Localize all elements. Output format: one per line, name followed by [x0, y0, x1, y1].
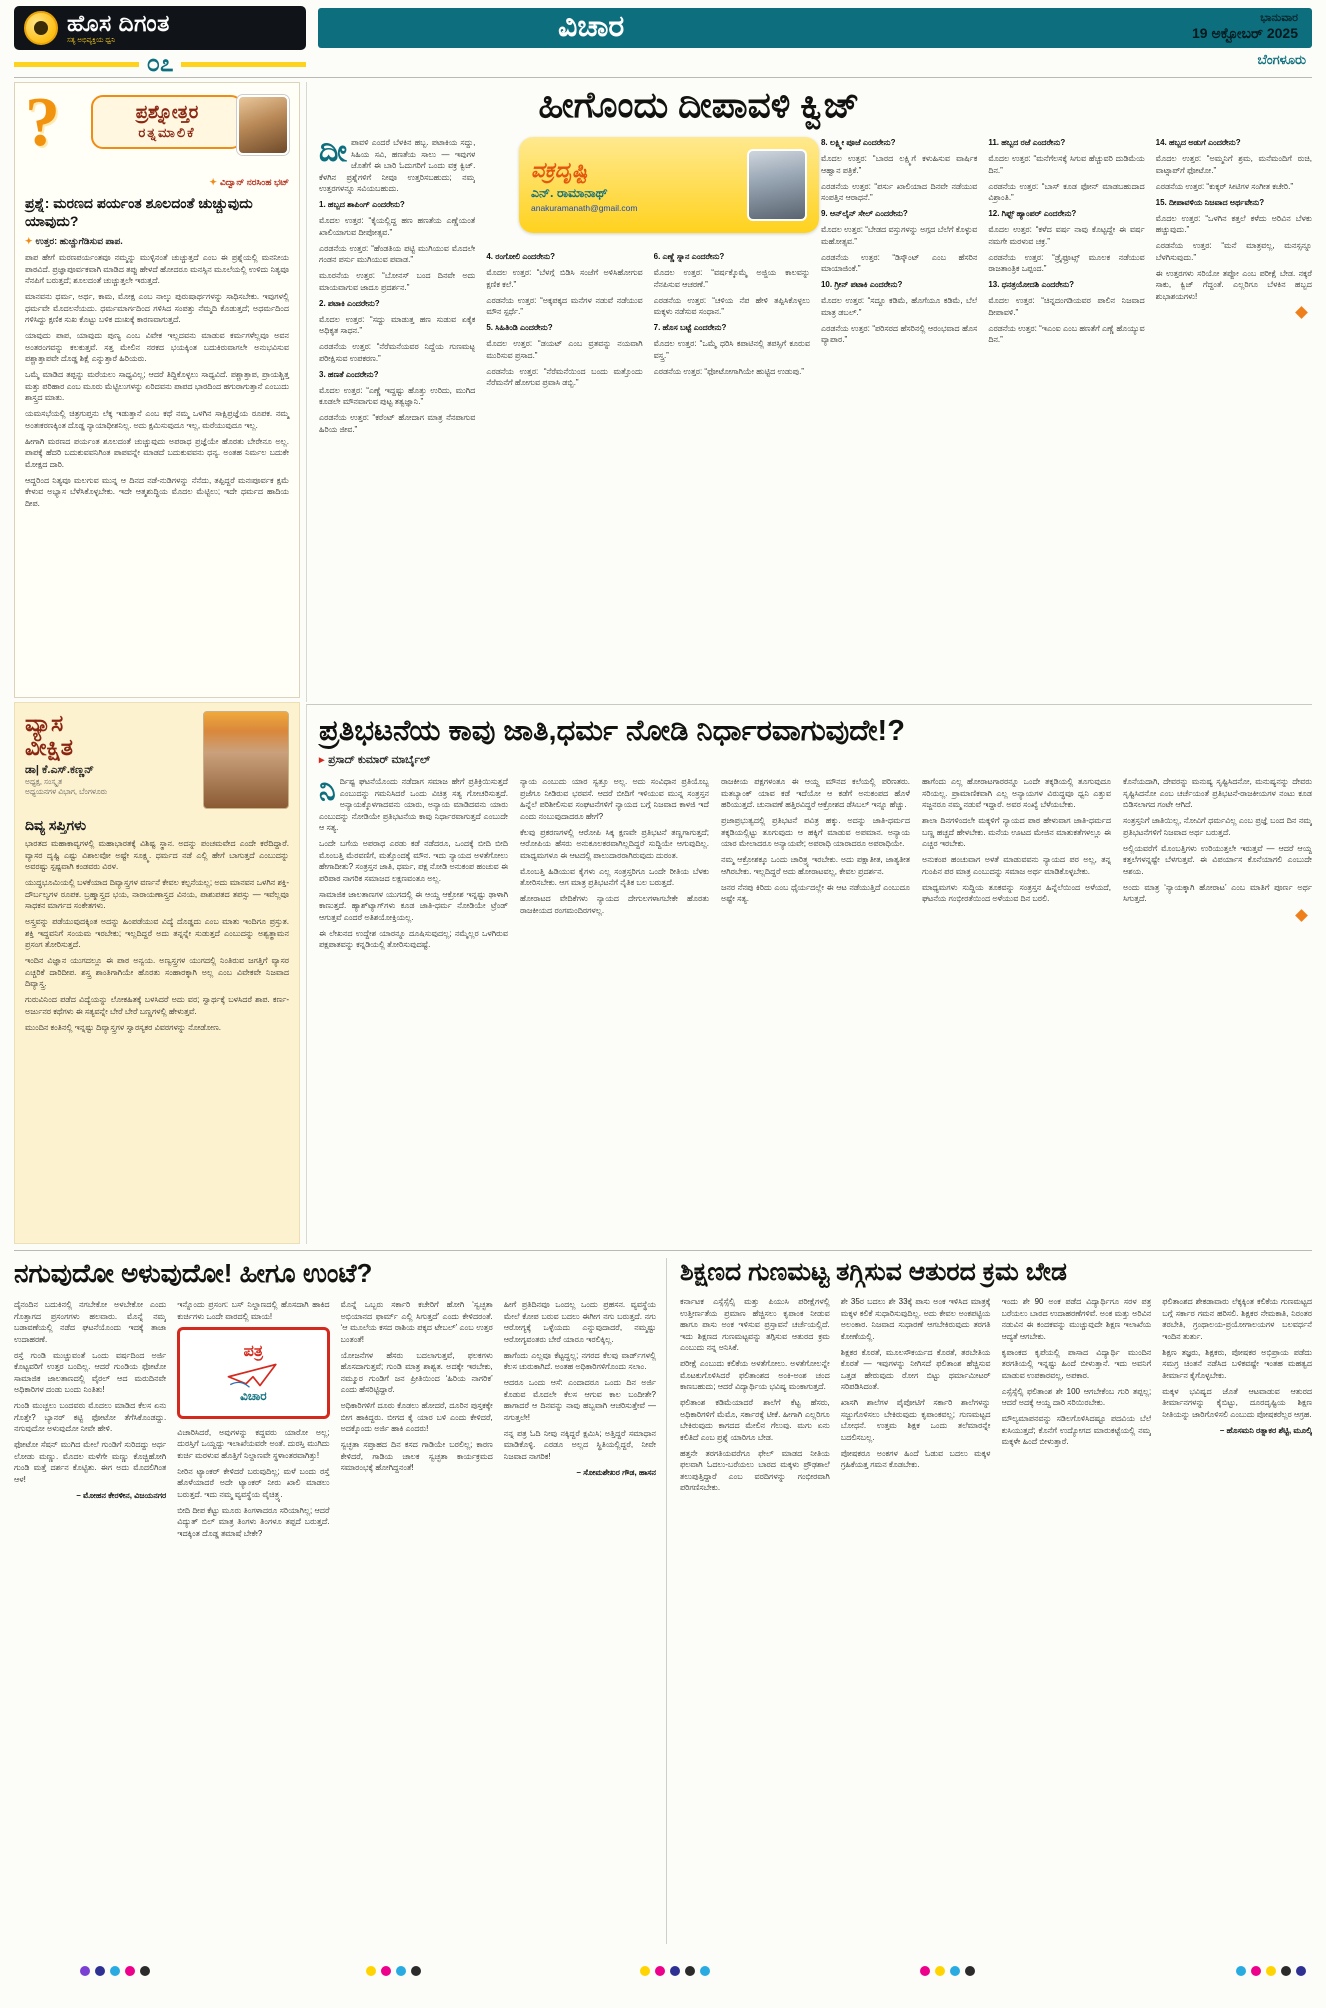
body-paragraph: 8. ಲಕ್ಷ್ಮೀ ಪೂಜೆ ಎಂದರೇನು?: [820, 138, 896, 147]
protest-byline: ▸ ಪ್ರಸಾದ್ ಕುಮಾರ್ ಮಾರ್ಬೈಲ್: [319, 754, 431, 766]
quiz-col-4: [821, 137, 977, 689]
body-paragraph: ಯಾವುದು ಪಾಪ, ಯಾವುದು ಪುಣ್ಯ ಎಂಬ ವಿವೇಕ ಇಲ್ಲದವನು ಮಾಡುವ ಕರ್ಮಗಳೆಲ್ಲವೂ ಅವನ ಅಂತರಂಗವನ್ನು ಕಲಕುತ್ತವೆ. ಸತ್ತ ಮೇಲಿನ ನರಕದ ಭಯಕ್ಕಿಂತ ಬದುಕಿರುವಾಗಲೇ ಅನುಭವಿಸುವ ಪಶ್ಚಾತ್ತಾಪವೇ ದೊಡ್ಡ ಶಿಕ್ಷೆ ಎನ್ನುತ್ತಾರೆ ಹಿರಿಯರು.: [25, 331, 289, 364]
body-paragraph: ಹಾಗೆಂದು ಎಲ್ಲವೂ ಕೆಟ್ಟದ್ದಲ್ಲ; ನಗರದ ಕೆಲವು ವಾರ್ಡ್‌ಗಳಲ್ಲಿ ಕೆಲಸ ಚುರುಕಾಗಿದೆ. ಅಂತಹ ಅಧಿಕಾರಿಗಳಿಗೊಂದು ಸಲಾಂ.: [503, 1350, 656, 1371]
body-paragraph: ಮೊದಲ ಉತ್ತರ: “ಅಮ್ಮನಿಗೆ ಶ್ರಮ, ಮನೆಮಂದಿಗೆ ರುಚಿ, ವಾಟ್ಸಾಪ್‌ಗೆ ಫೋಟೋ.”: [1155, 154, 1312, 175]
lead-paragraph: ದೀಪಾವಳಿ ಎಂದರೆ ಬೆಳಕಿನ ಹಬ್ಬ. ಪಟಾಕಿಯ ಸದ್ದು, ಸಿಹಿಯ ಸವಿ, ಹಣತೆಯ ಸಾಲು — ಇವುಗಳ ಜೊತೆಗೆ ಈ ಬಾರಿ ಓದುಗರಿಗೆ ಒಂದು ವಕ್ರ ಕ್ವಿಜ್. ಕೆಳಗಿನ ಪ್ರಶ್ನೆಗಳಿಗೆ ನೀವೂ ಉತ್ತರಿಸಬಹುದು; ನಮ್ಮ ಉತ್ತರಗಳನ್ನೂ ಸವಿಯಬಹುದು.: [319, 137, 476, 193]
protest-columns: [319, 776, 1312, 1220]
body-paragraph: ಮೂರನೆಯ ಉತ್ತರ: “ಬೋನಸ್ ಬಂದ ದಿನವೇ ಅದು ಮಾಯವಾಗುವ ಜಾದೂ ಪ್ರದರ್ಶನ.”: [319, 271, 476, 292]
body-paragraph: ಮೊದಲ ಉತ್ತರ: “ಒಳಗಿನ ಕತ್ತಲೆ ಕಳೆದು ಅರಿವಿನ ಬೆಳಕು ಹಚ್ಚುವುದು.”: [1155, 213, 1312, 234]
divider: [14, 1250, 1312, 1251]
paper-logo: [14, 6, 306, 50]
print-registration-marks: [366, 1966, 421, 1976]
paper-name: ಹೊಸ ದಿಗಂತ: [67, 9, 170, 36]
body-paragraph: ಮೊದಲ ಉತ್ತರ: “ಎಣ್ಣೆ ಇದ್ದಷ್ಟು ಹೊತ್ತು ಉರಿದು, ಮುಗಿದ ಕೂಡಲೇ ಮೌನವಾಗುವ ಪುಟ್ಟ ತತ್ವಜ್ಞಾನಿ.”: [319, 385, 476, 406]
divider: [181, 62, 306, 67]
signature: – ಮೋಹನ ಕೇರಳೀನ, ವಿಜಯನಗರ: [76, 1490, 167, 1500]
letter-article-right: [680, 1258, 1312, 1948]
vyasa-author-role: ಅಧ್ಯಕ್ಷ, ಸಂಸ್ಕೃತ: [25, 777, 63, 787]
body-paragraph: 7. ಹೊಸ ಬಟ್ಟೆ ಎಂದರೇನು?: [653, 323, 727, 332]
body-paragraph: 14. ಹಬ್ಬದ ಅಡುಗೆ ಎಂದರೇನು?: [1155, 138, 1241, 147]
qa-kicker-line2: ರತ್ನಮಾಲಿಕೆ: [138, 124, 196, 140]
body-paragraph: ನಮ್ಮ ಆಕ್ರೋಶಕ್ಕೂ ಒಂದು ಚಾರಿತ್ರ್ಯ ಇರಬೇಕು. ಅದು ಪಕ್ಷಾತೀತ, ಜಾತ್ಯತೀತ ಆಗಿರಬೇಕು. ಇಲ್ಲದಿದ್ದರೆ ಅದು ಹೋರಾಟವಲ್ಲ, ಕೇವಲ ಪ್ರದರ್ಶನ.: [721, 855, 910, 876]
body-paragraph: ಮುಂದಿನ ಕಂತಿನಲ್ಲಿ ಇನ್ನಷ್ಟು ದಿವ್ಯಾಸ್ತ್ರಗಳ ಸ್ವಾರಸ್ಯಕರ ವಿವರಗಳನ್ನು ನೋಡೋಣ.: [25, 1022, 221, 1032]
body-paragraph: ಎರಡನೆಯ ಉತ್ತರ: “ನೆರೆಮನೆಯವರ ನಿದ್ದೆಯ ಗುಣಮಟ್ಟ ಪರೀಕ್ಷಿಸುವ ಉಪಕರಣ.”: [319, 342, 476, 363]
protest-headline: ಪ್ರತಿಭಟನೆಯ ಕಾವು ಜಾತಿ,ಧರ್ಮ ನೋಡಿ ನಿರ್ಧಾರವಾಗುವುದೇ!?: [319, 715, 905, 747]
body-paragraph: ಫಲಿತಾಂಶ ಕಡಿಮೆಯಾದರೆ ಶಾಲೆಗೆ ಕೆಟ್ಟ ಹೆಸರು, ಅಧಿಕಾರಿಗಳಿಗೆ ಮೆಮೊ, ಸರ್ಕಾರಕ್ಕೆ ಟೀಕೆ. ಹೀಗಾಗಿ ಎಲ್ಲರಿಗೂ ಬೇಕಿರುವುದು ಕಾಗದದ ಮೇಲಿನ ಗೆಲುವು. ಮಗು ಏನು ಕಲಿತಿದೆ ಎಂಬ ಪ್ರಶ್ನೆ ಯಾರಿಗೂ ಬೇಡ.: [680, 1398, 830, 1442]
vyasa-author-role: ಅಧ್ಯಯನಗಳ ವಿಭಾಗ, ಬೆಂಗಳೂರು: [25, 787, 108, 797]
body-paragraph: ಶಿಕ್ಷಕರ ಕೊರತೆ, ಮೂಲಸೌಕರ್ಯದ ಕೊರತೆ, ತರಬೇತಿಯ ಕೊರತೆ — ಇವುಗಳನ್ನು ನೀಗಿಸದೆ ಫಲಿತಾಂಶ ಹೆಚ್ಚಿಸುವ ಒತ್ತಡ ಹೇರುವುದು ರೋಗ ಬಿಟ್ಟು ಥರ್ಮಾಮೀಟರ್ ಸರಿಪಡಿಸಿದಂತೆ.: [840, 1347, 991, 1391]
qa-byline: ✦ ವಿದ್ವಾನ್ ನರಸಿಂಹ ಭಟ್: [209, 177, 289, 187]
body-paragraph: ಪ್ರಜಾಪ್ರಭುತ್ವದಲ್ಲಿ ಪ್ರತಿಭಟನೆ ಪವಿತ್ರ ಹಕ್ಕು. ಅದನ್ನು ಜಾತಿ-ಧರ್ಮದ ತಕ್ಕಡಿಯಲ್ಲಿಟ್ಟು ತೂಗುವುದು ಆ ಹಕ್ಕಿಗೆ ಮಾಡುವ ಅಪಮಾನ. ಅನ್ಯಾಯ ಯಾರ ಮೇಲಾದರೂ ಅನ್ಯಾಯವೇ; ಅಪರಾಧಿ ಯಾರಾದರೂ ಅಪರಾಧಿಯೇ.: [721, 816, 910, 848]
body-paragraph: ಎರಡನೆಯ ಉತ್ತರ: “ಮನೆ ಮಾತ್ರವಲ್ಲ, ಮನಸ್ಸನ್ನೂ ಬೆಳಗಿಸುವುದು.”: [1155, 241, 1312, 262]
body-paragraph: ಕೆಲವು ಪ್ರಕರಣಗಳಲ್ಲಿ ಆರೋಪಿ ಸಿಕ್ಕ ಕ್ಷಣವೇ ಪ್ರತಿಭಟನೆ ತಣ್ಣಗಾಗುತ್ತದೆ; ಆರೋಪಿಯ ಹೆಸರು ಅನುಕೂಲಕರವಾಗಿಲ್ಲದಿದ್ದರೆ ಸುದ್ದಿಯೇ ಆಗುವುದಿಲ್ಲ. ಮಾಧ್ಯಮಗಳೂ ಈ ಆಟದಲ್ಲಿ ಪಾಲುದಾರರಾಗಿರುವುದು ದುರಂತ.: [520, 827, 709, 860]
qa-question: ಪ್ರಶ್ನೆ: ಮರಣದ ಪರ್ಯಂತ ಶೂಲದಂತೆ ಚುಚ್ಚುವುದು ಯಾವುದು?: [25, 195, 253, 230]
quiz-col-1: [319, 137, 475, 689]
body-paragraph: ಜನರ ನೆನಪು ಕಿರಿದು ಎಂಬ ಧೈರ್ಯದಲ್ಲೇ ಈ ಆಟ ನಡೆಯುತ್ತಿದೆ ಎಂಬುದೂ ಅಷ್ಟೇ ಸತ್ಯ.: [721, 882, 910, 903]
page-number: ೦೭: [146, 50, 174, 77]
body-paragraph: ಈ ಲೇಖನದ ಉದ್ದೇಶ ಯಾರನ್ನೂ ದೂಷಿಸುವುದಲ್ಲ; ನಮ್ಮೆಲ್ಲರ ಒಳಗಿರುವ ಪಕ್ಷಪಾತವನ್ನು ಕನ್ನಡಿಯಲ್ಲಿ ತೋರಿಸುವುದಷ್ಟೆ.: [319, 928, 508, 949]
body-paragraph: 5. ಸಿಹಿತಿಂಡಿ ಎಂದರೇನು?: [486, 323, 553, 332]
print-registration-marks: [80, 1966, 150, 1976]
vyasa-title-line2: ವೀಕ್ಷಿತ: [25, 734, 73, 761]
divider: [14, 77, 1312, 78]
body-paragraph: ಎರಡನೆಯ ಉತ್ತರ: “ಡ್ರೈಫ್ರೂಟ್ಸ್ ಮೂಲಕ ನಡೆಯುವ ರಾಜತಾಂತ್ರಿಕ ಒಪ್ಪಂದ.”: [988, 252, 1145, 273]
letter-right-col-4: [1162, 1296, 1312, 1938]
body-paragraph: ಕೃಪಾಂಕದ ಕೃಪೆಯಲ್ಲಿ ಪಾಸಾದ ವಿದ್ಯಾರ್ಥಿ ಮುಂದಿನ ತರಗತಿಯಲ್ಲಿ ಇನ್ನಷ್ಟು ಹಿಂದೆ ಬೀಳುತ್ತಾನೆ. ಇದು ಅವನಿಗೆ ಮಾಡುವ ಉಪಕಾರವಲ್ಲ, ಅಪಕಾರ.: [1001, 1347, 1152, 1380]
body-paragraph: ಮಕ್ಕಳ ಭವಿಷ್ಯದ ಜೊತೆ ಆಟವಾಡುವ ಆತುರದ ತೀರ್ಮಾನಗಳನ್ನು ಕೈಬಿಟ್ಟು, ದೂರದೃಷ್ಟಿಯ ಶಿಕ್ಷಣ ನೀತಿಯನ್ನು ಜಾರಿಗೊಳಿಸಲಿ ಎಂಬುದು ಪೋಷಕರೆಲ್ಲರ ಆಗ್ರಹ.: [1162, 1386, 1312, 1419]
body-paragraph: ಎರಡನೆಯ ಉತ್ತರ: “ನೆರೆಮನೆಯಿಂದ ಬಂದು ಮತ್ತೊಂದು ನೆರೆಮನೆಗೆ ಹೋಗುವ ಪ್ರವಾಸಿ ಡಬ್ಬಿ.”: [486, 366, 643, 387]
body-paragraph: ಮೊದಲ ಉತ್ತರ: “ಬೆಳಗ್ಗೆ ಬಿಡಿಸಿ ಸಂಜೆಗೆ ಅಳಿಸಿಹೋಗುವ ಕ್ಷಣಿಕ ಕಲೆ.”: [486, 268, 643, 289]
body-paragraph: ಫಲಿತಾಂಶದ ಶೇಕಡಾವಾರು ಲೆಕ್ಕಕ್ಕಿಂತ ಕಲಿಕೆಯ ಗುಣಮಟ್ಟದ ಬಗ್ಗೆ ಸರ್ಕಾರ ಗಮನ ಹರಿಸಲಿ. ಶಿಕ್ಷಕರ ನೇಮಕಾತಿ, ನಿರಂತರ ತರಬೇತಿ, ಗ್ರಂಥಾಲಯ-ಪ್ರಯೋಗಾಲಯಗಳ ಬಲವರ್ಧನೆ ಇಂದಿನ ತುರ್ತು.: [1162, 1297, 1312, 1341]
body-paragraph: ಒಂದೇ ಬಗೆಯ ಅಪರಾಧ ಎರಡು ಕಡೆ ನಡೆದರೂ, ಒಂದಕ್ಕೆ ಬೀದಿ ಬೀದಿ ಮೊಂಬತ್ತಿ ಮೆರವಣಿಗೆ, ಮತ್ತೊಂದಕ್ಕೆ ಮೌನ. ಇದು ನ್ಯಾಯದ ಅಳತೆಗೋಲು ಹೇಗಾದೀತು? ಸಂತ್ರಸ್ತನ ಜಾತಿ, ಧರ್ಮ, ಪಕ್ಷ ನೋಡಿ ಅನುಕಂಪ ಹಂಚುವ ಈ ಪರಿಪಾಠ ನಾಗರಿಕ ಸಮಾಜದ ಲಕ್ಷಣವಂತೂ ಅಲ್ಲ.: [319, 839, 508, 883]
body-paragraph: ಇನ್ನೊಂದು ಪ್ರಸಂಗ: ಬಸ್ ನಿಲ್ದಾಣದಲ್ಲಿ ಹೊಸದಾಗಿ ಹಾಕಿದ ಕುರ್ಚಿಗಳು ಒಂದೇ ವಾರದಲ್ಲಿ ಮಾಯ!: [177, 1300, 330, 1321]
section-title: ವಿಚಾರ: [558, 10, 625, 43]
quiz-headline: ಹೀಗೊಂದು ದೀಪಾವಳಿ ಕ್ವಿಜ್: [538, 84, 860, 125]
body-paragraph: ಪಾಪ ಹೇಗೆ ಮರಣಪರ್ಯಂತವೂ ನಮ್ಮನ್ನು ಮುಳ್ಳಿನಂತೆ ಚುಚ್ಚುತ್ತದೆ ಎಂಬ ಈ ಪ್ರಶ್ನೆಯಲ್ಲಿ ಮನನೀಯ ಪಾಠವಿದೆ. ಪ್ರಜ್ಞಾಪೂರ್ವಕವಾಗಿ ಮಾಡಿದ ತಪ್ಪು ಹೇಳದೆ ಹೋದರೂ ಮನಸ್ಸಿನ ಮೂಲೆಯಲ್ಲಿ ಉಳಿದು ನಿತ್ಯವೂ ನೆನಪಿಗೆ ಬರುತ್ತದೆ; ಶೂಲದಂತೆ ಚುಚ್ಚುತ್ತಲೇ ಇರುತ್ತದೆ.: [25, 253, 289, 286]
body-paragraph: 6. ಎಣ್ಣೆ ಸ್ನಾನ ಎಂದರೇನು?: [653, 252, 725, 261]
body-paragraph: 4. ರಂಗೋಲಿ ಎಂದರೇನು?: [486, 252, 555, 261]
body-paragraph: ಎರಡನೆಯ ಉತ್ತರ: “ಬಾಸ್ ಕೂಡ ಫೋನ್ ಮಾಡಬಹುದಾದ ವಿಶ್ರಾಂತಿ.”: [988, 181, 1145, 202]
protest-article: [306, 704, 1312, 1244]
page-number-row: [14, 52, 306, 76]
paper-emblem-icon: [24, 11, 58, 45]
body-paragraph: ಎರಡನೆಯ ಉತ್ತರ: “ಪರಿಸರದ ಹೆಸರಿನಲ್ಲಿ ಆರಂಭವಾದ ಹೊಸ ವ್ಯಾಪಾರ.”: [820, 323, 978, 344]
protest-col-2: [520, 776, 709, 1220]
qa-column: [14, 82, 300, 698]
body-paragraph: ಎರಡನೆಯ ಉತ್ತರ: “ಕುಕ್ಕರ್ ಸೀಟಿಗಳ ಸಂಗೀತ ಕಚೇರಿ.”: [1155, 181, 1294, 191]
body-paragraph: 15. ದೀಪಾವಳಿಯ ನಿಜವಾದ ಅರ್ಥವೇನು?: [1155, 197, 1265, 207]
body-paragraph: ಇಂದಿನ ವಿಜ್ಞಾನ ಯುಗದಲ್ಲೂ ಈ ಪಾಠ ಅನ್ವಯ. ಅಣ್ವಸ್ತ್ರಗಳ ಯುಗದಲ್ಲಿ ನಿಂತಿರುವ ಜಗತ್ತಿಗೆ ವ್ಯಾಸರ ಎಚ್ಚರಿಕೆ ದಾರಿದೀಪ. ಶಸ್ತ್ರ ಶಾಂತಿಗಾಗಿಯೇ ಹೊರತು ಸಂಹಾರಕ್ಕಾಗಿ ಅಲ್ಲ ಎಂಬ ವಿವೇಕವೇ ನಿಜವಾದ ದಿವ್ಯಾಸ್ತ್ರ.: [25, 956, 289, 988]
body-paragraph: ಪರೀಕ್ಷೆ ಎಂಬುದು ಕಲಿಕೆಯ ಅಳತೆಗೋಲು. ಅಳತೆಗೋಲನ್ನೇ ಮೊಟಕುಗೊಳಿಸಿದರೆ ಫಲಿತಾಂಶದ ಅಂಕಿ-ಅಂಶ ಚಂದ ಕಾಣಬಹುದು; ಆದರೆ ವಿದ್ಯಾರ್ಥಿಯ ಭವಿಷ್ಯ ಮಂಕಾಗುತ್ತದೆ.: [680, 1359, 830, 1391]
column-label: ವಕ್ರದೃಷ್ಟಿ: [531, 157, 588, 182]
drop-cap: ದೀ: [319, 137, 348, 168]
vyasa-author-photo: [203, 711, 289, 809]
body-paragraph: ಇಂದು ಶೇ 90 ಅಂಕ ಪಡೆದ ವಿದ್ಯಾರ್ಥಿಗೂ ಸರಳ ಪತ್ರ ಬರೆಯಲು ಬಾರದ ಉದಾಹರಣೆಗಳಿವೆ. ಅಂಕ ಮತ್ತು ಅರಿವಿನ ನಡುವಿನ ಈ ಕಂದಕವನ್ನು ಮುಚ್ಚುವುದೇ ಶಿಕ್ಷಣ ಇಲಾಖೆಯ ಆದ್ಯತೆ ಆಗಬೇಕು.: [1001, 1297, 1152, 1341]
qa-body: [25, 252, 289, 509]
letter-left-headline: ನಗುವುದೋ ಅಳುವುದೋ! ಹೀಗೂ ಉಂಟೆ?: [14, 1258, 373, 1288]
body-paragraph: 12. ಗಿಫ್ಟ್ ಹ್ಯಾಂಪರ್ ಎಂದರೇನು?: [988, 209, 1077, 218]
body-paragraph: 11. ಹಬ್ಬದ ರಜೆ ಎಂದರೇನು?: [988, 138, 1066, 147]
body-paragraph: ಮೌಲ್ಯಮಾಪನವನ್ನು ಸಡಿಲಗೊಳಿಸಿದಷ್ಟೂ ಪದವಿಯ ಬೆಲೆ ಕುಸಿಯುತ್ತದೆ; ಕೊನೆಗೆ ಉದ್ಯೋಗದ ಮಾರುಕಟ್ಟೆಯಲ್ಲಿ ನಮ್ಮ ಮಕ್ಕಳೇ ಹಿಂದೆ ಬೀಳುತ್ತಾರೆ.: [1001, 1414, 1152, 1446]
qa-kicker-line1: ಪ್ರಶ್ನೋತ್ತರ: [135, 102, 199, 122]
signature: – ಸೋಮಶೇಖರ ಗೌಡ, ಹಾಸನ: [576, 1467, 656, 1477]
body-paragraph: ಮೊದಲ ಉತ್ತರ: “ಸದ್ದೂ ಕಡಿಮೆ, ಹೊಗೆಯೂ ಕಡಿಮೆ, ಬೆಲೆ ಮಾತ್ರ ಡಬಲ್.”: [820, 296, 978, 317]
body-paragraph: ಸ್ವಚ್ಛತಾ ಸಪ್ತಾಹದ ದಿನ ಕಸದ ಗಾಡಿಯೇ ಬರಲಿಲ್ಲ; ಕಾರಣ ಕೇಳಿದರೆ, ಗಾಡಿಯ ಚಾಲಕ ಸ್ವಚ್ಛತಾ ಕಾರ್ಯಕ್ರಮದ ಸಮಾರಂಭಕ್ಕೆ ಹೋಗಿದ್ದನಂತೆ!: [340, 1440, 493, 1472]
body-paragraph: ಹಾಗೆಂದು ಎಲ್ಲ ಹೋರಾಟಗಾರರನ್ನೂ ಒಂದೇ ತಕ್ಕಡಿಯಲ್ಲಿ ತೂಗುವುದೂ ಸರಿಯಲ್ಲ. ಪ್ರಾಮಾಣಿಕವಾಗಿ ಎಲ್ಲ ಅನ್ಯಾಯಗಳ ವಿರುದ್ಧವೂ ಧ್ವನಿ ಎತ್ತುವ ಸಜ್ಜನರೂ ನಮ್ಮ ನಡುವೆ ಇದ್ದಾರೆ. ಅವರ ಸಂಖ್ಯೆ ಬೆಳೆಯಬೇಕು.: [922, 777, 1111, 809]
body-paragraph: ಗುರುವಿನಿಂದ ಪಡೆದ ವಿದ್ಯೆಯನ್ನು ಲೋಕಹಿತಕ್ಕೆ ಬಳಸಿದರೆ ಅದು ವರ; ಸ್ವಾರ್ಥಕ್ಕೆ ಬಳಸಿದರೆ ಶಾಪ. ಕರ್ಣ-ಅರ್ಜುನರ ಕಥೆಗಳು ಈ ಸತ್ಯವನ್ನೇ ಬೇರೆ ಬೇರೆ ಬಣ್ಣಗಳಲ್ಲಿ ಹೇಳುತ್ತವೆ.: [25, 995, 289, 1016]
body-paragraph: ಶಿಕ್ಷಣ ತಜ್ಞರು, ಶಿಕ್ಷಕರು, ಪೋಷಕರ ಅಭಿಪ್ರಾಯ ಪಡೆದು ಸಮಗ್ರ ಚಿಂತನೆ ನಡೆಸಿದ ಬಳಿಕವಷ್ಟೇ ಇಂತಹ ಮಹತ್ವದ ತೀರ್ಮಾನ ಕೈಗೊಳ್ಳಬೇಕು.: [1162, 1347, 1312, 1380]
section-band: [318, 8, 1312, 48]
letter-right-headline: ಶಿಕ್ಷಣದ ಗುಣಮಟ್ಟ ತಗ್ಗಿಸುವ ಆತುರದ ಕ್ರಮ ಬೇಡ: [680, 1258, 1067, 1286]
body-paragraph: ಸಾಮಾಜಿಕ ಜಾಲತಾಣಗಳ ಯುಗದಲ್ಲಿ ಈ ಆಯ್ದ ಆಕ್ರೋಶ ಇನ್ನಷ್ಟು ಢಾಳಾಗಿ ಕಾಣುತ್ತದೆ. ಹ್ಯಾಶ್‌ಟ್ಯಾಗ್‌ಗಳು ಕೂಡ ಜಾತಿ-ಧರ್ಮ ನೋಡಿಯೇ ಟ್ರೆಂಡ್ ಆಗುತ್ತವೆ ಎಂದರೆ ಅತಿಶಯೋಕ್ತಿಯಲ್ಲ.: [319, 889, 508, 922]
vyasa-body: [25, 838, 289, 1033]
city-label: ಬೆಂಗಳೂರು: [1257, 52, 1306, 67]
qa-answer-lead: ✦ ಉತ್ತರ: ಹುಚ್ಚುಗೆಡಿಸುವ ಪಾಪ.: [25, 236, 123, 247]
qa-author-photo: [237, 95, 289, 155]
body-paragraph: ಎರಡನೆಯ ಉತ್ತರ: “ಪರ್ಸು ಖಾಲಿಯಾದ ದಿನವೇ ನಡೆಯುವ ಸಂಪತ್ತಿನ ಆರಾಧನೆ.”: [820, 181, 978, 202]
article-end-icon: [1295, 909, 1308, 922]
article-end-icon: [1295, 306, 1308, 319]
bullet-icon: ✦: [25, 236, 33, 247]
quiz-article: [306, 82, 1312, 702]
columnist-name: ಎನ್. ರಾಮಾನಾಥ್: [531, 186, 608, 200]
letter-right-col-2: [841, 1296, 991, 1938]
body-paragraph: ಎರಡನೆಯ ಉತ್ತರ: “ಅಕ್ಕಪಕ್ಕದ ಮನೆಗಳ ನಡುವೆ ನಡೆಯುವ ಮೌನ ಸ್ಪರ್ಧೆ.”: [486, 295, 643, 316]
stamp-label-bottom: ವಿಚಾರ: [240, 1388, 267, 1403]
vyasa-author: ಡಾ| ಕೆ.ಎಸ್.ಕಣ್ಣನ್: [25, 764, 94, 777]
body-paragraph: ರಸ್ತೆ ಗುಂಡಿ ಮುಚ್ಚುವಂತೆ ಒಂದು ವರ್ಷದಿಂದ ಅರ್ಜಿ ಕೊಟ್ಟವರಿಗೆ ಉತ್ತರ ಬಂದಿಲ್ಲ. ಆದರೆ ಗುಂಡಿಯ ಫೋಟೋ ಸಾಮಾಜಿಕ ಜಾಲತಾಣದಲ್ಲಿ ವೈರಲ್ ಆದ ಮರುದಿನವೇ ಅಧಿಕಾರಿಗಳ ದಂಡು ಬಂದು ನಿಂತಿತು!: [14, 1350, 167, 1394]
body-paragraph: ಗುಂಡಿ ಮುಚ್ಚಲು ಬಂದವರು ಮೊದಲು ಮಾಡಿದ ಕೆಲಸ ಏನು ಗೊತ್ತೇ? ಬ್ಯಾನರ್ ಕಟ್ಟಿ ಫೋಟೋ ತೆಗೆಸಿಕೊಂಡದ್ದು. ನಗುವುದೋ ಅಳುವುದೋ ನೀವೇ ಹೇಳಿ.: [14, 1401, 167, 1433]
body-paragraph: ಮೊದಲ ಉತ್ತರ: “ಕಳೆದ ವರ್ಷ ನಾವು ಕೊಟ್ಟದ್ದೇ ಈ ವರ್ಷ ನಮಗೇ ಮರಳುವ ಚಕ್ರ.”: [988, 225, 1145, 246]
body-paragraph: ಮಾನವನು ಧರ್ಮ, ಅರ್ಥ, ಕಾಮ, ಮೋಕ್ಷ ಎಂಬ ನಾಲ್ಕು ಪುರುಷಾರ್ಥಗಳನ್ನು ಸಾಧಿಸಬೇಕು. ಇವುಗಳಲ್ಲಿ ಧರ್ಮವೇ ಮೊದಲನೆಯದು. ಧರ್ಮಮಾರ್ಗದಿಂದ ಗಳಿಸಿದ ಸಂಪತ್ತು ನೆಮ್ಮದಿ ಕೊಡುತ್ತದೆ; ಅಧರ್ಮದಿಂದ ಗಳಿಸಿದ್ದು ಕ್ಷಣಿಕ ಸುಖ ಕೊಟ್ಟು ಬಳಿಕ ದುಃಖಕ್ಕೆ ಕಾರಣವಾಗುತ್ತದೆ.: [25, 292, 289, 325]
letter-left-columns: [14, 1299, 656, 1941]
byline-arrow-icon: ▸: [319, 754, 325, 766]
body-paragraph: ನನ್ನ ಪತ್ರ ಓದಿ ನೀವು ನಕ್ಕಿದ್ದರೆ ಕ್ಷಮಿಸಿ; ಅತ್ತಿದ್ದರೆ ಸಮಾಧಾನ ಮಾಡಿಕೊಳ್ಳಿ. ಎರಡೂ ಅಲ್ಲದ ಸ್ಥಿತಿಯಲ್ಲಿದ್ದರೆ, ನೀವೇ ನಿಜವಾದ ನಾಗರಿಕ!: [503, 1428, 656, 1461]
body-paragraph: 2. ಪಟಾಕಿ ಎಂದರೇನು?: [319, 298, 380, 308]
print-registration-marks: [920, 1966, 975, 1976]
body-paragraph: ಯೋಜನೆಗಳ ಹೆಸರು ಬದಲಾಗುತ್ತವೆ, ಫಲಕಗಳು ಹೊಸದಾಗುತ್ತವೆ; ಗುಂಡಿ ಮಾತ್ರ ಶಾಶ್ವತ. ಅದಕ್ಕೇ ಇರಬೇಕು, ನಮ್ಮೂರ ಗುಂಡಿಗೆ ಜನ ಪ್ರೀತಿಯಿಂದ ‘ಹಿರಿಯ ನಾಗರಿಕ’ ಎಂದು ಹೆಸರಿಟ್ಟಿದ್ದಾರೆ.: [340, 1350, 493, 1394]
body-paragraph: ಮೊದಲ ಉತ್ತರ: “ಕೈಯಲ್ಲಿದ್ದ ಹಣ ಹಣತೆಯ ಎಣ್ಣೆಯಂತೆ ಖಾಲಿಯಾಗುವ ದೀಪೋತ್ಸವ.”: [319, 216, 476, 237]
quiz-columns: [319, 137, 1312, 689]
body-paragraph: ಫೋಟೋ ಸೆಷನ್ ಮುಗಿದ ಮೇಲೆ ಗುಂಡಿಗೆ ಸುರಿದದ್ದು ಅರ್ಧ ಲೋಡು ಮಣ್ಣು. ಮೊದಲ ಮಳೆಗೇ ಮಣ್ಣು ಕೊಚ್ಚಿಹೋಗಿ ಗುಂಡಿ ಮತ್ತೆ ದರ್ಶನ ಕೊಟ್ಟಿತು. ಈಗ ಅದು ಮೊದಲಿಗಿಂತ ಆಳ!: [14, 1440, 167, 1484]
print-registration-marks: [1236, 1966, 1306, 1976]
stamp-label-top: ಪತ್ರ: [243, 1342, 264, 1360]
body-paragraph: 10. ಗ್ರೀನ್ ಪಟಾಕಿ ಎಂದರೇನು?: [820, 280, 903, 289]
qa-header: [25, 84, 289, 175]
body-paragraph: ರಾಜಕೀಯ ಪಕ್ಷಗಳಂತೂ ಈ ಆಯ್ದ ಮೌನದ ಕಲೆಯಲ್ಲಿ ಪರಿಣತರು. ಮತಬ್ಯಾಂಕ್ ಯಾವ ಕಡೆ ಇದೆಯೋ ಆ ಕಡೆಗೆ ಅನುಕಂಪದ ಹೊಳೆ ಹರಿಯುತ್ತದೆ. ಚುನಾವಣೆ ಹತ್ತಿರವಿದ್ದರೆ ಆಕ್ರೋಶದ ಡೆಸಿಬಲ್ ಇನ್ನೂ ಹೆಚ್ಚು.: [721, 777, 910, 809]
body-paragraph: ಮೊದಲ ಉತ್ತರ: “ಒಮ್ಮೆ ಧರಿಸಿ ಕಪಾಟಿನಲ್ಲಿ ತಪಸ್ಸಿಗೆ ಕೂರುವ ವಸ್ತ್ರ.”: [653, 339, 810, 360]
body-paragraph: ಎರಡನೆಯ ಉತ್ತರ: “ಚಳಿಯ ನೆಪ ಹೇಳಿ ತಪ್ಪಿಸಿಕೊಳ್ಳಲು ಮಕ್ಕಳು ನಡೆಸುವ ಸಂಧಾನ.”: [653, 295, 810, 316]
body-paragraph: 13. ಧನತ್ರಯೋದಶಿ ಎಂದರೇನು?: [988, 280, 1075, 289]
body-paragraph: ನ್ಯಾಯ ಎಂಬುದು ಯಾರ ಸ್ವತ್ತೂ ಅಲ್ಲ. ಅದು ಸಂವಿಧಾನ ಪ್ರತಿಯೊಬ್ಬ ಪ್ರಜೆಗೂ ನೀಡಿರುವ ಭರವಸೆ. ಆದರೆ ಬೀದಿಗೆ ಇಳಿಯುವ ಮುನ್ನ ಸಂತ್ರಸ್ತನ ಹಿನ್ನೆಲೆ ಪರಿಶೀಲಿಸುವ ಸಂಘಟನೆಗಳಿಗೆ ನ್ಯಾಯದ ಬಗ್ಗೆ ನಿಜವಾದ ಕಾಳಜಿ ಇದೆ ಎಂದು ನಂಬುವುದಾದರೂ ಹೇಗೆ?: [520, 777, 709, 821]
body-paragraph: ಯಮಸಭೆಯಲ್ಲಿ ಚಿತ್ರಗುಪ್ತನು ಲೆಕ್ಕ ಇಡುತ್ತಾನೆ ಎಂಬ ಕಥೆ ನಮ್ಮ ಒಳಗಿನ ಸಾಕ್ಷಿಪ್ರಜ್ಞೆಯ ರೂಪಕ. ನಮ್ಮ ಅಂತಃಕರಣಕ್ಕಿಂತ ದೊಡ್ಡ ನ್ಯಾಯಾಧೀಶನಿಲ್ಲ. ಅದು ಕ್ಷಮಿಸುವುದೂ ಇಲ್ಲ, ಮರೆಯುವುದೂ ಇಲ್ಲ.: [25, 409, 289, 430]
divider: [14, 62, 139, 67]
body-paragraph: ಎರಡನೆಯ ಉತ್ತರ: “ಇಎಂಐ ಎಂಬ ಹಣತೆಗೆ ಎಣ್ಣೆ ಹೊಯ್ಯುವ ದಿನ.”: [988, 323, 1145, 344]
columnist-card: [519, 137, 819, 233]
body-paragraph: ಮೊದಲ ಉತ್ತರ: “ಮನೆಗೆಲಸಕ್ಕೆ ಸಿಗುವ ಹೆಚ್ಚುವರಿ ದುಡಿಮೆಯ ದಿನ.”: [988, 154, 1145, 175]
letter-right-col-1: [680, 1296, 830, 1938]
body-paragraph: 1. ಹಬ್ಬದ ಶಾಪಿಂಗ್ ಎಂದರೇನು?: [319, 200, 405, 209]
body-paragraph: ಎರಡನೆಯ ಉತ್ತರ: “ಫೋಟೋಗಾಗಿಯೇ ಹುಟ್ಟಿದ ಉಡುಪು.”: [653, 366, 804, 376]
question-mark-icon: ?: [25, 84, 60, 161]
letter-right-columns: [680, 1296, 1312, 1938]
body-paragraph: ಬೀದಿ ದೀಪ ಕೆಟ್ಟು ಮೂರು ತಿಂಗಳಾದರೂ ಸರಿಯಾಗಿಲ್ಲ; ಆದರೆ ವಿದ್ಯುತ್ ಬಿಲ್ ಮಾತ್ರ ತಿಂಗಳು ತಿಂಗಳೂ ತಪ್ಪದೆ ಬರುತ್ತದೆ. ಇದಕ್ಕಿಂತ ದೊಡ್ಡ ತಮಾಷೆ ಬೇಕೇ?: [177, 1505, 330, 1538]
vyasa-header: [25, 711, 289, 809]
vyasa-section: [14, 702, 300, 1244]
body-paragraph: ಆದ್ದರಿಂದ ನಿತ್ಯವೂ ಮಲಗುವ ಮುನ್ನ ಆ ದಿನದ ನಡೆ-ನುಡಿಗಳನ್ನು ನೆನೆದು, ತಪ್ಪಿದ್ದರೆ ಮನಃಪೂರ್ವಕ ಕ್ಷಮೆ ಕೇಳುವ ಅಭ್ಯಾಸ ಬೆಳೆಸಿಕೊಳ್ಳಬೇಕು. ಇದೇ ಆತ್ಮಶುದ್ಧಿಯ ಮೊದಲ ಮೆಟ್ಟಿಲು; ಇದೇ ಧರ್ಮದ ಹಾದಿಯ ದೀಪ.: [25, 475, 289, 508]
paper-tagline: ಸತ್ಯ ಅಭಿವ್ಯಕ್ತಿಯ ಧ್ವನಿ: [67, 36, 116, 44]
body-paragraph: ಮೊದಲ ಉತ್ತರ: “ಬೇಡದ ವಸ್ತುಗಳನ್ನು ಅಗ್ಗದ ಬೆಲೆಗೆ ಕೊಳ್ಳುವ ಮಹೋತ್ಸವ.”: [820, 225, 978, 246]
letter-left-col-1: [14, 1299, 166, 1941]
body-paragraph: ಈ ಉತ್ತರಗಳು ಸರಿಯೋ ತಪ್ಪೋ ಎಂಬ ಪರೀಕ್ಷೆ ಬೇಡ. ನಕ್ಕರೆ ಸಾಕು, ಕ್ವಿಜ್ ಗೆದ್ದಂತೆ. ಎಲ್ಲರಿಗೂ ಬೆಳಕಿನ ಹಬ್ಬದ ಶುಭಾಶಯಗಳು!: [1155, 268, 1312, 301]
bullet-icon: ✦: [209, 177, 217, 187]
signature: – ಹೊಸಮನಿ ರತ್ನಾಕರ ಶೆಟ್ಟಿ, ಮೂಲ್ಕಿ: [1219, 1425, 1312, 1435]
columnist-email: anakuramanath@gmail.com: [531, 203, 638, 213]
body-paragraph: 9. ಆನ್‌ಲೈನ್ ಸೇಲ್ ಎಂದರೇನು?: [820, 209, 908, 218]
letter-left-col-4: [504, 1299, 656, 1941]
body-paragraph: ಪೋಷಕರೂ ಅಂಕಗಳ ಹಿಂದೆ ಓಡುವ ಬದಲು ಮಕ್ಕಳ ಗ್ರಹಿಕೆಯತ್ತ ಗಮನ ಕೊಡಬೇಕು.: [840, 1448, 991, 1469]
qa-kicker: [91, 95, 243, 149]
body-paragraph: ಒಮ್ಮೆ ಮಾಡಿದ ತಪ್ಪನ್ನು ಮರೆಯಲು ಸಾಧ್ಯವಿಲ್ಲ; ಆದರೆ ತಿದ್ದಿಕೊಳ್ಳಲು ಸಾಧ್ಯವಿದೆ. ಪಶ್ಚಾತ್ತಾಪ, ಪ್ರಾಯಶ್ಚಿತ್ತ ಮತ್ತು ಪರಿಹಾರ ಎಂಬ ಮೂರು ಮೆಟ್ಟಿಲುಗಳನ್ನು ಏರಿದವನು ಪಾಪದ ಭಾರದಿಂದ ಹಗುರಾಗುತ್ತಾನೆ ಎಂಬುದು ಶಾಸ್ತ್ರದ ಮಾತು.: [25, 370, 289, 403]
body-paragraph: ಶಾಲಾ ದಿನಗಳಿಂದಲೇ ಮಕ್ಕಳಿಗೆ ನ್ಯಾಯದ ಪಾಠ ಹೇಳುವಾಗ ಜಾತಿ-ಧರ್ಮದ ಬಣ್ಣ ಹಚ್ಚದೆ ಹೇಳಬೇಕು. ಮನೆಯ ಊಟದ ಮೇಜಿನ ಮಾತುಕತೆಗಳಲ್ಲೂ ಈ ಎಚ್ಚರ ಇರಬೇಕು.: [922, 816, 1111, 848]
date-label: 19 ಅಕ್ಟೋಬರ್ 2025: [1192, 25, 1298, 41]
body-paragraph: ನೀರಿನ ಟ್ಯಾಂಕರ್ ಕೇಳಿದರೆ ಬರುವುದಿಲ್ಲ; ಮಳೆ ಬಂದು ರಸ್ತೆ ಹೊಳೆಯಾದರೆ ಅದೇ ಟ್ಯಾಂಕರ್ ನೀರು ಖಾಲಿ ಮಾಡಲು ಬರುತ್ತದೆ. ಇದು ನಮ್ಮ ವ್ಯವಸ್ಥೆಯ ವೈಚಿತ್ರ್ಯ.: [177, 1466, 330, 1499]
letter-right-col-3: [1002, 1296, 1152, 1938]
body-paragraph: ಮೊದಲ ಉತ್ತರ: “ಬಾರದ ಲಕ್ಷ್ಮಿಗೆ ಕಳುಹಿಸುವ ವಾರ್ಷಿಕ ಆಹ್ವಾನ ಪತ್ರಿಕೆ.”: [820, 154, 978, 175]
body-paragraph: ಎರಡನೆಯ ಉತ್ತರ: “ಕರೆಂಟ್ ಹೋದಾಗ ಮಾತ್ರ ನೆನಪಾಗುವ ಹಿರಿಯ ಜೀವ.”: [319, 413, 476, 434]
quiz-col-6: [1156, 137, 1312, 689]
body-paragraph: ಅಧಿಕಾರಿಗಳಿಗೆ ದೂರು ಕೊಡಲು ಹೋದರೆ, ದೂರಿನ ಪುಸ್ತಕಕ್ಕೇ ಬೀಗ ಹಾಕಿದ್ದರು. ಬೀಗದ ಕೈ ಯಾರ ಬಳಿ ಎಂದು ಕೇಳಿದರೆ, ಅದಕ್ಕೊಂದು ಅರ್ಜಿ ಹಾಕಿ ಎಂದರು!: [340, 1401, 493, 1433]
body-paragraph: ಹೀಗಾಗಿ ಮರಣದ ಪರ್ಯಂತ ಶೂಲದಂತೆ ಚುಚ್ಚುವುದು ಅಪರಾಧ ಪ್ರಜ್ಞೆಯೇ ಹೊರತು ಬೇರೇನೂ ಅಲ್ಲ. ಪಾಪಕ್ಕೆ ಹೆದರಿ ಬದುಕುವವನಿಗಿಂತ ಪಾಪವನ್ನೇ ಮಾಡದೆ ಬದುಕುವವನು ಧನ್ಯ. ಅಂತಹ ನಿರ್ಮಲ ಬದುಕೇ ಮೋಕ್ಷದ ದಾರಿ.: [25, 436, 289, 469]
body-paragraph: ಹೋರಾಟದ ವೇದಿಕೆಗಳು ನ್ಯಾಯದ ದೇಗುಲಗಳಾಗಬೇಕೇ ಹೊರತು ರಾಜಕೀಯದ ರಂಗಮಂದಿರಗಳಲ್ಲ.: [520, 894, 709, 915]
body-paragraph: ಎರಡನೆಯ ಉತ್ತರ: “ಡಿಸ್ಕೌಂಟ್ ಎಂಬ ಹೆಸರಿನ ಮಾಯಾಜಿಂಕೆ.”: [820, 252, 978, 273]
body-paragraph: ಸಂತ್ರಸ್ತನಿಗೆ ಜಾತಿಯಿಲ್ಲ, ನೋವಿಗೆ ಧರ್ಮವಿಲ್ಲ ಎಂಬ ಪ್ರಜ್ಞೆ ಬಂದ ದಿನ ನಮ್ಮ ಪ್ರತಿಭಟನೆಗಳಿಗೆ ನಿಜವಾದ ಅರ್ಥ ಬರುತ್ತದೆ.: [1123, 816, 1312, 837]
quiz-col-5: [988, 137, 1144, 689]
drop-cap: ನಿ: [319, 776, 336, 807]
body-paragraph: ಮೊದಲ ಉತ್ತರ: “ಚಿನ್ನದಂಗಡಿಯವರ ಪಾಲಿನ ನಿಜವಾದ ದೀಪಾವಳಿ.”: [988, 296, 1145, 317]
letter-left-col-3: [341, 1299, 493, 1941]
protest-col-4: [922, 776, 1111, 1220]
body-paragraph: ಮೊನ್ನೆ ಒಬ್ಬರು ಸರ್ಕಾರಿ ಕಚೇರಿಗೆ ಹೋಗಿ ‘ಸ್ವಚ್ಛತಾ ಅಭಿಯಾನದ ಫಾರ್ಮ್ ಎಲ್ಲಿ ಸಿಗುತ್ತದೆ’ ಎಂದು ಕೇಳಿದರಂತೆ. ‘ಆ ಮೂಲೆಯ ಕಸದ ರಾಶಿಯ ಪಕ್ಕದ ಟೇಬಲ್’ ಎಂಬ ಉತ್ತರ ಬಂತಂತೆ!: [340, 1300, 493, 1344]
body-paragraph: ಶೇ 35ರ ಬದಲು ಶೇ 33ಕ್ಕೆ ಪಾಸು ಅಂಕ ಇಳಿಸಿದ ಮಾತ್ರಕ್ಕೆ ಮಕ್ಕಳ ಕಲಿಕೆ ಸುಧಾರಿಸುವುದಿಲ್ಲ. ಅದು ಕೇವಲ ಅಂಕಪಟ್ಟಿಯ ಅಲಂಕಾರ. ನಿಜವಾದ ಸುಧಾರಣೆ ಆಗಬೇಕಿರುವುದು ತರಗತಿ ಕೋಣೆಯಲ್ಲಿ.: [840, 1297, 991, 1341]
letter-left-col-2: [177, 1299, 329, 1941]
body-paragraph: ಮೊದಲ ಉತ್ತರ: “ಸದ್ದು ಮಾಡುತ್ತ ಹಣ ಸುಡುವ ಏಕೈಕ ಅಧಿಕೃತ ಸಾಧನ.”: [319, 314, 476, 335]
body-paragraph: ಅಂದು ಮಾತ್ರ ‘ನ್ಯಾಯಕ್ಕಾಗಿ ಹೋರಾಟ’ ಎಂಬ ಮಾತಿಗೆ ಪೂರ್ಣ ಅರ್ಥ ಸಿಗುತ್ತದೆ.: [1123, 882, 1312, 903]
body-paragraph: ವಿಚಾರಿಸಿದರೆ, ಅವುಗಳನ್ನು ಕದ್ದವರು ಯಾರೋ ಅಲ್ಲ; ದುರಸ್ತಿಗೆ ಒಯ್ದದ್ದು ಇಲಾಖೆಯವರೇ ಅಂತೆ. ದುರಸ್ತಿ ಮುಗಿದು ಕುರ್ಚಿ ಮರಳುವ ಹೊತ್ತಿಗೆ ನಿಲ್ದಾಣವೇ ಸ್ಥಳಾಂತರವಾಗಿತ್ತು!: [177, 1427, 330, 1460]
body-paragraph: ಆದರೂ ಒಂದು ಆಸೆ: ಎಂದಾದರೂ ಒಂದು ದಿನ ಅರ್ಜಿ ಕೊಡುವ ಮೊದಲೇ ಕೆಲಸ ಆಗುವ ಕಾಲ ಬಂದೀತೇ? ಹಾಗಾದರೆ ಆ ದಿನವನ್ನು ನಾವು ಹಬ್ಬವಾಗಿ ಆಚರಿಸುತ್ತೇವೆ — ನಗುತ್ತಲೇ!: [503, 1378, 656, 1422]
body-paragraph: ಕರ್ನಾಟಕ ಎಸ್ಸೆಸ್ಸೆಲ್ಸಿ ಮತ್ತು ಪಿಯುಸಿ ಪರೀಕ್ಷೆಗಳಲ್ಲಿ ಉತ್ತೀರ್ಣತೆಯ ಪ್ರಮಾಣ ಹೆಚ್ಚಿಸಲು ಕೃಪಾಂಕ ನೀಡುವ ಹಾಗೂ ಪಾಸು ಅಂಕ ಇಳಿಸುವ ಪ್ರಸ್ತಾವನೆ ಚರ್ಚೆಯಲ್ಲಿದೆ. ಇದು ಶಿಕ್ಷಣದ ಗುಣಮಟ್ಟವನ್ನು ತಗ್ಗಿಸುವ ಆತುರದ ಕ್ರಮ ಎಂಬುದು ನನ್ನ ಅನಿಸಿಕೆ.: [680, 1297, 830, 1352]
body-paragraph: ದೈನಂದಿನ ಬದುಕಿನಲ್ಲಿ ನಗಬೇಕೋ ಅಳಬೇಕೋ ಎಂದು ಗೊತ್ತಾಗದ ಪ್ರಸಂಗಗಳು ಹಲವಾರು. ಮೊನ್ನೆ ನಮ್ಮ ಬಡಾವಣೆಯಲ್ಲಿ ನಡೆದ ಘಟನೆಯೊಂದು ಇದಕ್ಕೆ ತಾಜಾ ಉದಾಹರಣೆ.: [14, 1300, 167, 1344]
letter-article-left: [14, 1258, 656, 1948]
body-paragraph: 3. ಹಣತೆ ಎಂದರೇನು?: [319, 369, 379, 379]
body-paragraph: ಅಲ್ಲಿಯವರೆಗೆ ಮೊಂಬತ್ತಿಗಳು ಉರಿಯುತ್ತಲೇ ಇರುತ್ತವೆ — ಆದರೆ ಆಯ್ದ ಕತ್ತಲೆಗಳನ್ನಷ್ಟೇ ಬೆಳಗುತ್ತವೆ. ಈ ವಿಪರ್ಯಾಸ ಕೊನೆಯಾಗಲಿ ಎಂಬುದೇ ಆಶಯ.: [1123, 843, 1312, 876]
body-paragraph: ಹೀಗೆ ಪ್ರತಿದಿನವೂ ಒಂದಲ್ಲ ಒಂದು ಪ್ರಹಸನ. ವ್ಯವಸ್ಥೆಯ ಮೇಲೆ ಕೋಪ ಬರುವ ಬದಲು ಈಗೀಗ ನಗು ಬರುತ್ತದೆ. ನಗು ಆರೋಗ್ಯಕ್ಕೆ ಒಳ್ಳೆಯದು ಎನ್ನುವುದಾದರೆ, ನಮ್ಮಷ್ಟು ಆರೋಗ್ಯವಂತರು ಬೇರೆ ಯಾರೂ ಇರಲಿಕ್ಕಿಲ್ಲ.: [503, 1300, 656, 1344]
body-paragraph: ಹತ್ತನೇ ತರಗತಿಯವರೆಗೂ ಫೇಲ್ ಮಾಡದ ನೀತಿಯ ಫಲವಾಗಿ ಓದಲು-ಬರೆಯಲು ಬಾರದ ಮಕ್ಕಳು ಪ್ರೌಢಶಾಲೆ ತಲುಪುತ್ತಿದ್ದಾರೆ ಎಂಬ ವರದಿಗಳನ್ನು ಗಂಭೀರವಾಗಿ ಪರಿಗಣಿಸಬೇಕು.: [680, 1448, 830, 1492]
body-paragraph: ಯುದ್ಧಭೂಮಿಯಲ್ಲಿ ಬಳಕೆಯಾದ ದಿವ್ಯಾಸ್ತ್ರಗಳ ವರ್ಣನೆ ಕೇವಲ ಕಲ್ಪನೆಯಲ್ಲ; ಅದು ಮಾನವನ ಒಳಗಿನ ಶಕ್ತಿ-ದೌರ್ಬಲ್ಯಗಳ ರೂಪಕ. ಬ್ರಹ್ಮಾಸ್ತ್ರದ ಭಯ, ನಾರಾಯಣಾಸ್ತ್ರದ ವಿನಯ, ಪಾಶುಪತದ ತಪಸ್ಸು — ಇವೆಲ್ಲವೂ ಸಾಧಕನ ಮಾರ್ಗದ ಸಂಕೇತಗಳು.: [25, 878, 289, 910]
letters-column-stamp: [177, 1327, 329, 1419]
body-paragraph: ಭಾರತದ ಮಹಾಕಾವ್ಯಗಳಲ್ಲಿ ಮಹಾಭಾರತಕ್ಕೆ ವಿಶಿಷ್ಟ ಸ್ಥಾನ. ಅದನ್ನು ಪಂಚಮವೇದ ಎಂದೇ ಕರೆದಿದ್ದಾರೆ. ವ್ಯಾಸರ ದೃಷ್ಟಿ ಎಷ್ಟು ವಿಶಾಲವೋ ಅಷ್ಟೇ ಸೂಕ್ಷ್ಮ. ಧರ್ಮದ ನಡೆ ಎಲ್ಲಿ ಹೇಗೆ ಬಾಗುತ್ತದೆ ಎಂಬುದನ್ನು ಅವರಷ್ಟು ಸ್ಪಷ್ಟವಾಗಿ ಕಂಡವರು ವಿರಳ.: [25, 839, 289, 871]
columnist-photo: [747, 149, 807, 221]
body-paragraph: ಎರಡನೆಯ ಉತ್ತರ: “ಹೆಂಡತಿಯ ಪಟ್ಟಿ ಮುಗಿಯುವ ಮೊದಲೇ ಗಂಡನ ಪರ್ಸು ಮುಗಿಯುವ ಪವಾಡ.”: [319, 243, 476, 264]
lead-paragraph: ನಿರ್ದಿಷ್ಟ ಘಟನೆಯೊಂದು ನಡೆದಾಗ ಸಮಾಜ ಹೇಗೆ ಪ್ರತಿಕ್ರಿಯಿಸುತ್ತದೆ ಎಂಬುದನ್ನು ಗಮನಿಸಿದರೆ ಒಂದು ವಿಚಿತ್ರ ಸತ್ಯ ಗೋಚರಿಸುತ್ತದೆ. ಅನ್ಯಾಯಕ್ಕೊಳಗಾದವನು ಯಾರು, ಅನ್ಯಾಯ ಮಾಡಿದವನು ಯಾರು ಎಂಬುದನ್ನು ನೋಡಿಯೇ ಪ್ರತಿಭಟನೆಯ ಕಾವು ನಿರ್ಧಾರವಾಗುತ್ತದೆ ಎಂಬುದೇ ಆ ಸತ್ಯ.: [319, 776, 508, 832]
paper-plane-icon: [225, 1361, 281, 1389]
body-paragraph: ಕೊನೆಯದಾಗಿ, ದೇವರನ್ನು ಮನುಷ್ಯ ಸೃಷ್ಟಿಸಿದನೋ, ಮನುಷ್ಯನನ್ನು ದೇವರು ಸೃಷ್ಟಿಸಿದನೋ ಎಂಬ ಚರ್ಚೆಯಂತೆ ಪ್ರತಿಭಟನೆ-ರಾಜಕೀಯಗಳ ನಂಟು ಕೂಡ ಬಿಡಿಸಲಾಗದ ಗಂಟೇ ಆಗಿದೆ.: [1123, 777, 1312, 809]
body-paragraph: ಅನುಕಂಪ ಹಂಚುವಾಗ ಅಳತೆ ಮಾಡುವವನು ನ್ಯಾಯದ ಪರ ಅಲ್ಲ, ತನ್ನ ಗುಂಪಿನ ಪರ ಮಾತ್ರ ಎಂಬುದನ್ನು ಸಮಾಜ ಅರ್ಥ ಮಾಡಿಕೊಳ್ಳಬೇಕು.: [922, 855, 1111, 876]
divider: [666, 1258, 667, 1944]
body-paragraph: ಅಸ್ತ್ರವನ್ನು ಪಡೆಯುವುದಕ್ಕಿಂತ ಅದನ್ನು ಹಿಂಪಡೆಯುವ ವಿದ್ಯೆ ದೊಡ್ಡದು ಎಂಬ ಮಾತು ಇಂದಿಗೂ ಪ್ರಸ್ತುತ. ಶಕ್ತಿ ಇದ್ದವನಿಗೆ ಸಂಯಮ ಇರಬೇಕು; ಇಲ್ಲದಿದ್ದರೆ ಅದು ತನ್ನನ್ನೇ ಸುಡುತ್ತದೆ ಎಂಬುದನ್ನು ಅಶ್ವತ್ಥಾಮನ ಪ್ರಸಂಗ ತೋರಿಸುತ್ತದೆ.: [25, 917, 289, 949]
protest-col-1: [319, 776, 508, 1220]
protest-col-3: [721, 776, 910, 1220]
body-paragraph: ಮೊದಲ ಉತ್ತರ: “ವರ್ಷಕ್ಕೊಮ್ಮೆ ಅಜ್ಜಿಯ ಕಾಲವನ್ನು ನೆನಪಿಸುವ ಆಚರಣೆ.”: [653, 268, 810, 289]
vyasa-title-line1: ವ್ಯಾಸ: [25, 710, 64, 736]
body-paragraph: ಖಾಸಗಿ ಶಾಲೆಗಳ ಪೈಪೋಟಿಗೆ ಸರ್ಕಾರಿ ಶಾಲೆಗಳನ್ನು ಸಜ್ಜುಗೊಳಿಸಲು ಬೇಕಿರುವುದು ಕೃಪಾಂಕವಲ್ಲ; ಗುಣಮಟ್ಟದ ಬೋಧನೆ. ಉತ್ತಮ ಶಿಕ್ಷಕ ಒಂದು ತಲೆಮಾರನ್ನೇ ಬದಲಿಸಬಲ್ಲ.: [840, 1398, 991, 1442]
protest-col-5: [1123, 776, 1312, 1220]
date-block: [1192, 12, 1298, 42]
print-registration-marks: [640, 1966, 710, 1976]
body-paragraph: ಮಾಧ್ಯಮಗಳು ಸುದ್ದಿಯ ತೂಕವನ್ನು ಸಂತ್ರಸ್ತನ ಹಿನ್ನೆಲೆಯಿಂದ ಅಳೆಯದೆ, ಘಟನೆಯ ಗಂಭೀರತೆಯಿಂದ ಅಳೆಯುವ ದಿನ ಬರಲಿ.: [922, 882, 1111, 903]
body-paragraph: ಮೊದಲ ಉತ್ತರ: “ಡಯಟ್ ಎಂಬ ವ್ರತವನ್ನು ನಯವಾಗಿ ಮುರಿಸುವ ಪ್ರಸಾದ.”: [486, 339, 643, 360]
body-paragraph: ಎಸ್ಸೆಸ್ಸೆಲ್ಸಿ ಫಲಿತಾಂಶ ಶೇ 100 ಆಗಬೇಕೆಂಬ ಗುರಿ ತಪ್ಪಲ್ಲ; ಆದರೆ ಅದಕ್ಕೆ ಆಯ್ದ ದಾರಿ ಸರಿಯಿರಬೇಕು.: [1001, 1386, 1152, 1407]
vyasa-subhead: ದಿವ್ಯ ಸಪ್ತಿಗಳು: [25, 817, 87, 833]
weekday-label: ಭಾನುವಾರ: [1260, 12, 1298, 24]
body-paragraph: ಮೊಂಬತ್ತಿ ಹಿಡಿಯುವ ಕೈಗಳು ಎಲ್ಲ ಸಂತ್ರಸ್ತರಿಗೂ ಒಂದೇ ರೀತಿಯ ಬೆಳಕು ತೋರಿಸಬೇಕು. ಆಗ ಮಾತ್ರ ಪ್ರತಿಭಟನೆಗೆ ನೈತಿಕ ಬಲ ಬರುತ್ತದೆ.: [520, 866, 709, 887]
